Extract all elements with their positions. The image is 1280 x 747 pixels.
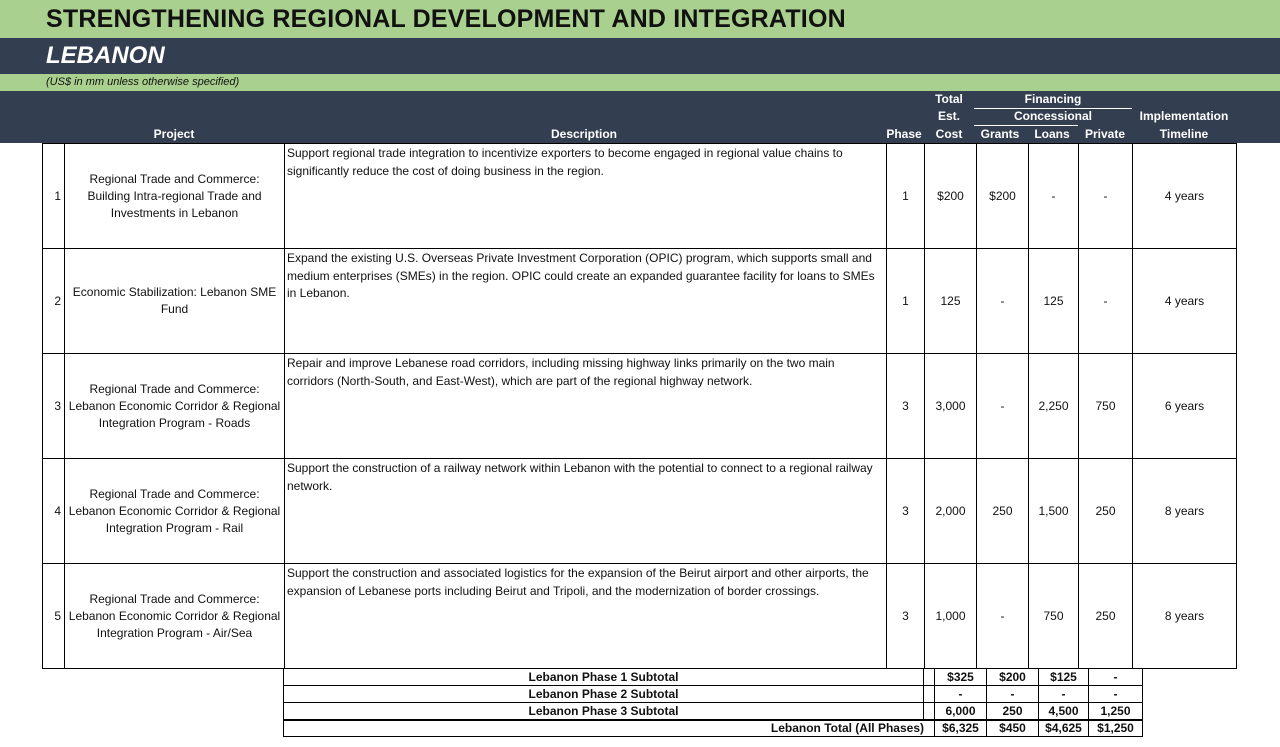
subtotal-label: Lebanon Phase 2 Subtotal — [284, 686, 924, 703]
project-description: Support the construction and associated logistics for the expansion of the Beirut airport and other airports, the expansion of Lebanese ports including Beirut and Tripoli, and the modernization of border crossings. — [285, 564, 887, 669]
subtotal-grants: 250 — [987, 703, 1039, 720]
loans-cell: - — [1029, 144, 1079, 249]
header-timeline-line1: Implementation — [1139, 109, 1229, 123]
timeline-cell: 4 years — [1133, 249, 1237, 354]
title-band — [0, 0, 1280, 38]
total-private: $1,250 — [1089, 720, 1143, 737]
column-header-band — [0, 91, 1280, 143]
phase-cell: 3 — [887, 354, 925, 459]
subtotal-private: - — [1089, 669, 1143, 686]
subtotals-table — [283, 668, 1143, 737]
loans-cell: 1,500 — [1029, 459, 1079, 564]
header-phase: Phase — [886, 127, 922, 141]
loans-cell: 2,250 — [1029, 354, 1079, 459]
units-note: (US$ in mm unless otherwise specified) — [46, 76, 240, 88]
subtotal-cost: 6,000 — [935, 703, 987, 720]
subtotal-spacer — [924, 669, 935, 686]
timeline-cell: 6 years — [1133, 354, 1237, 459]
timeline-cell: 4 years — [1133, 144, 1237, 249]
subtotal-cost: $325 — [935, 669, 987, 686]
grants-cell: - — [977, 354, 1029, 459]
row-number: 1 — [43, 144, 65, 249]
private-cell: 750 — [1079, 354, 1133, 459]
grants-cell: $200 — [977, 144, 1029, 249]
country-title: LEBANON — [46, 42, 165, 69]
total-cost: $6,325 — [935, 720, 987, 737]
subtotal-grants: $200 — [987, 669, 1039, 686]
subtotal-row-phase-2 — [284, 686, 1143, 703]
table-row — [43, 354, 1237, 459]
total-grants: $450 — [987, 720, 1039, 737]
project-description: Support regional trade integration to incentivize exporters to become engaged in regional value chains to significantly reduce the cost of doing business in the region. — [285, 144, 887, 249]
table-row — [43, 564, 1237, 669]
header-loans: Loans — [1034, 127, 1070, 141]
project-description: Support the construction of a railway network within Lebanon with the potential to connect to a regional railway network. — [285, 459, 887, 564]
subtotal-row-phase-3 — [284, 703, 1143, 720]
header-timeline-line2: Timeline — [1159, 127, 1209, 141]
subtotal-cost: - — [935, 686, 987, 703]
timeline-cell: 8 years — [1133, 564, 1237, 669]
project-description: Repair and improve Lebanese road corridors, including missing highway links primarily on the two main corridors (North-South, and East-West), which are part of the regional highway network. — [285, 354, 887, 459]
phase-cell: 3 — [887, 564, 925, 669]
private-cell: 250 — [1079, 564, 1133, 669]
total-label: Lebanon Total (All Phases) — [284, 720, 935, 737]
phase-cell: 1 — [887, 144, 925, 249]
subtotal-private: 1,250 — [1089, 703, 1143, 720]
phase-cell: 3 — [887, 459, 925, 564]
subtotal-label: Lebanon Phase 3 Subtotal — [284, 703, 924, 720]
loans-cell: 750 — [1029, 564, 1079, 669]
subtotal-row-phase-1 — [284, 669, 1143, 686]
loans-cell: 125 — [1029, 249, 1079, 354]
subtotal-loans: $125 — [1039, 669, 1089, 686]
subtotal-spacer — [924, 703, 935, 720]
grants-cell: 250 — [977, 459, 1029, 564]
header-cost-line2: Est. — [937, 109, 960, 123]
header-description: Description — [550, 127, 617, 141]
projects-table — [42, 143, 1237, 669]
project-name: Regional Trade and Commerce: Lebanon Economic Corridor & Regional Integration Program - Rail — [65, 459, 285, 564]
row-number: 5 — [43, 564, 65, 669]
row-number: 4 — [43, 459, 65, 564]
subtotal-private: - — [1089, 686, 1143, 703]
header-project: Project — [153, 127, 195, 141]
project-name: Economic Stabilization: Lebanon SME Fund — [65, 249, 285, 354]
cost-cell: 3,000 — [925, 354, 977, 459]
header-cost-line1: Total — [935, 92, 963, 106]
project-name: Regional Trade and Commerce: Lebanon Economic Corridor & Regional Integration Program - Roads — [65, 354, 285, 459]
table-row — [43, 249, 1237, 354]
project-description: Expand the existing U.S. Overseas Private Investment Corporation (OPIC) program, which supports small and medium enterprises (SMEs) in the region. OPIC could create an expanded guarantee facility for loans to SMEs in Lebanon. — [285, 249, 887, 354]
private-cell: 250 — [1079, 459, 1133, 564]
phase-cell: 1 — [887, 249, 925, 354]
total-loans: $4,625 — [1039, 720, 1089, 737]
grand-total-row — [284, 720, 1143, 737]
grants-cell: - — [977, 249, 1029, 354]
header-cost-line3: Cost — [935, 127, 963, 141]
subtotal-loans: - — [1039, 686, 1089, 703]
project-name: Regional Trade and Commerce: Lebanon Economic Corridor & Regional Integration Program - Air/Sea — [65, 564, 285, 669]
page-title: STRENGTHENING REGIONAL DEVELOPMENT AND INTEGRATION — [46, 5, 846, 33]
cost-cell: $200 — [925, 144, 977, 249]
row-number: 2 — [43, 249, 65, 354]
private-cell: - — [1079, 144, 1133, 249]
grants-cell: - — [977, 564, 1029, 669]
subtotal-spacer — [924, 686, 935, 703]
table-row — [43, 144, 1237, 249]
project-name: Regional Trade and Commerce: Building Intra-regional Trade and Investments in Lebanon — [65, 144, 285, 249]
cost-cell: 2,000 — [925, 459, 977, 564]
private-cell: - — [1079, 249, 1133, 354]
cost-cell: 125 — [925, 249, 977, 354]
country-band — [0, 38, 1280, 74]
row-number: 3 — [43, 354, 65, 459]
header-private: Private — [1084, 127, 1126, 141]
subtotal-label: Lebanon Phase 1 Subtotal — [284, 669, 924, 686]
table-row — [43, 459, 1237, 564]
timeline-cell: 8 years — [1133, 459, 1237, 564]
note-band — [0, 74, 1280, 91]
header-concessional: Concessional — [1013, 109, 1093, 123]
header-financing: Financing — [1024, 92, 1082, 106]
cost-cell: 1,000 — [925, 564, 977, 669]
subtotal-grants: - — [987, 686, 1039, 703]
subtotal-loans: 4,500 — [1039, 703, 1089, 720]
header-grants: Grants — [980, 127, 1020, 141]
